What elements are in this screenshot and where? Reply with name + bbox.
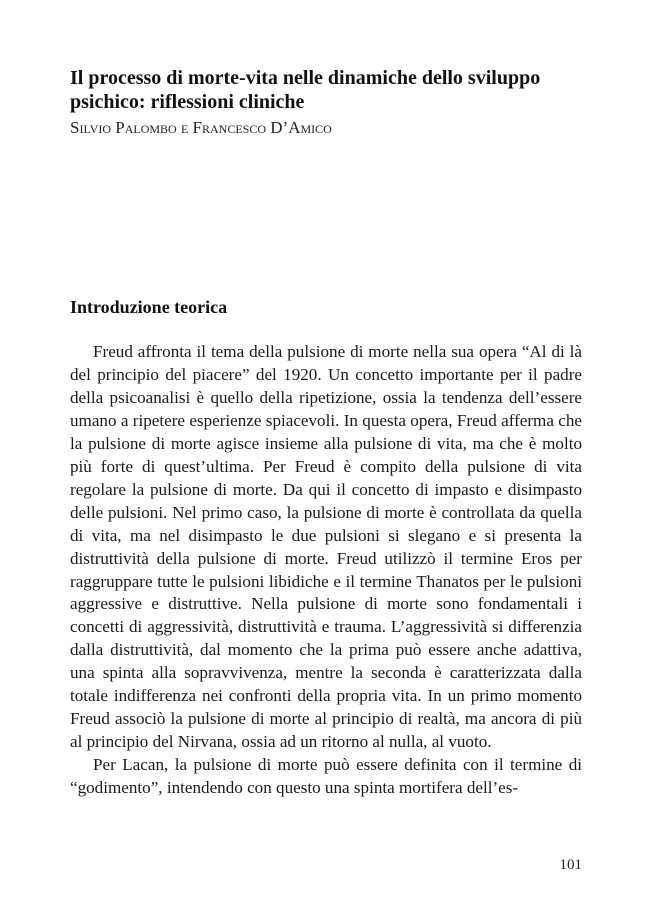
article-title: Il processo di morte-vita nelle dinamiche dello sviluppo psichico: riflessioni cliniche [70,67,541,113]
paragraph-2: Per Lacan, la pulsione di morte può essere definita con il termine di “godimento”, intendendo con questo una spinta mortifera dell’es- [70,755,582,798]
section-heading: Introduzione teorica [70,297,228,317]
page-number: 101 [559,857,582,873]
article-authors: Silvio Palombo e Francesco D’Amico [70,118,332,137]
paragraph-1: Freud affronta il tema della pulsione di morte nella sua opera “Al di là del principio del piacere” del 1920. Un concetto importante per il padre della psicoanalisi è quello della ripetizione, ossia la tendenza dell’essere umano a ripetere esperienze spiacevoli. In questa opera, Freud afferma che la pulsione di morte agisce insieme alla pulsione di vita, ma che è molto più forte di quest’ultima. Per Freud è compito della pulsione di vita regolare la pulsione di morte. Da qui il concetto di impasto e disimpasto delle pulsioni. Nel primo caso, la pulsione di morte è controllata da quella di vita, ma nel disimpasto le due pulsioni si slegano e si presenta la distruttività della pulsione di morte. Freud utilizzò il termine Eros per raggruppare tutte le pulsioni libidiche e il termine Thanatos per le pulsioni aggressive e distruttive. Nella pulsione di morte sono fondamentali i concetti di aggressività, distruttività e trauma. L’aggressività si differenzia dalla distruttività, dal momento che la prima può essere anche adattiva, una spinta alla sopravvivenza, mentre la seconda è caratterizzata dalla totale indifferenza nei confronti della propria vita. In un primo momento Freud associò la pulsione di morte al principio di realtà, ma ancora di più al principio del Nirvana, ossia ad un ritorno al nulla, al vuoto. [70,342,582,752]
body-text [70,341,582,800]
document-page [70,0,582,917]
